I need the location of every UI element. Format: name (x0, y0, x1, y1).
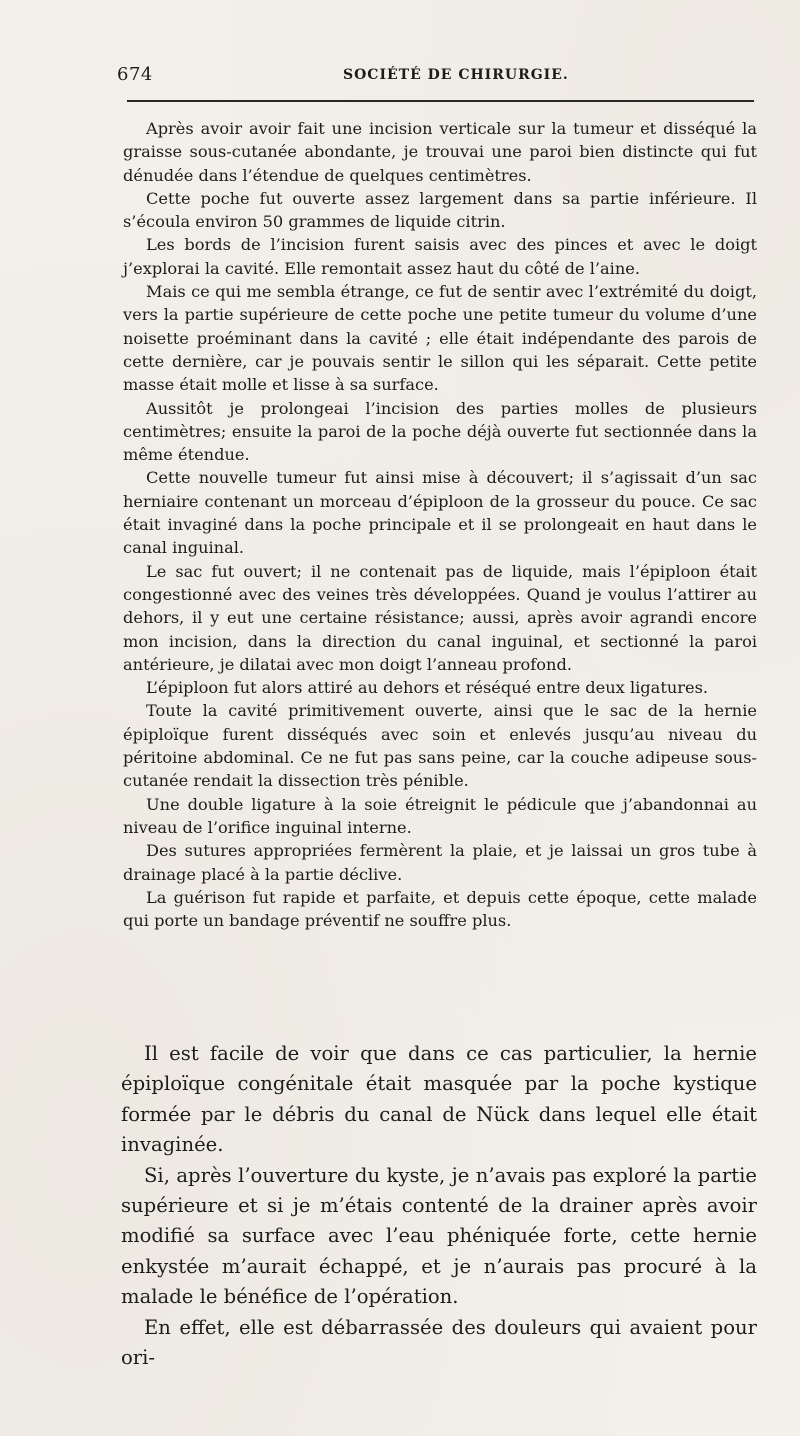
paragraph: Le sac fut ouvert; il ne contenait pas de liquide, mais l’épiploon était congestionné avec des veines très développées. Quand je voulus l’attirer au dehors, il y eut une certaine résistance; aussi, après avoir agrandi encore mon incision, dans la direction du canal inguinal, et sectionné la paroi antérieure, je dilatai avec mon doigt l’anneau profond. (123, 561, 757, 674)
page-header (117, 64, 757, 92)
paragraph: Les bords de l’incision furent saisis avec des pinces et avec le doigt j’explorai la cavité. Elle remontait assez haut du côté de l’aine. (123, 235, 757, 278)
paragraph: Il est facile de voir que dans ce cas particulier, la hernie épiploïque congénitale était masquée par la poche kystique formée par le débris du canal de Nück dans lequel elle était invaginée. (121, 1042, 757, 1157)
paragraph: Si, après l’ouverture du kyste, je n’avais pas exploré la partie supérieure et si je m’étais contenté de la drainer après avoir modifié sa surface avec l’eau phéniquée forte, cette hernie enkystée m’aurait échappé, et je n’aurais pas procuré à la malade le bénéfice de l’opération. (121, 1163, 757, 1309)
running-head: SOCIÉTÉ DE CHIRURGIE. (343, 67, 569, 83)
paragraph: L’épiploon fut alors attiré au dehors et réséqué entre deux ligatures. (146, 678, 709, 698)
discussion-section (121, 1039, 757, 1373)
paragraph: Après avoir avoir fait une incision verticale sur la tumeur et disséqué la graisse sous-cutanée abondante, je trouvai une paroi bien distincte qui fut dénudée dans l’étendue de quelques centimètres. (123, 119, 757, 185)
case-report-section (123, 117, 757, 932)
paragraph: Toute la cavité primitivement ouverte, ainsi que le sac de la hernie épiploïque furent disséqués avec soin et enlevés jusqu’au niveau du péritoine abdominal. Ce ne fut pas sans peine, car la couche adipeuse sous-cutanée rendait la dissection très pénible. (123, 701, 757, 791)
paragraph: Des sutures appropriées fermèrent la plaie, et je laissai un gros tube à drainage placé à la partie déclive. (123, 841, 757, 884)
paragraph: Aussitôt je prolongeai l’incision des parties molles de plusieurs centimètres; ensuite la paroi de la poche déjà ouverte fut sectionnée dans la même étendue. (123, 398, 757, 465)
header-rule (127, 100, 754, 102)
page-number: 674 (117, 64, 153, 85)
paragraph: Cette nouvelle tumeur fut ainsi mise à découvert; il s’agissait d’un sac herniaire contenant un morceau d’épiploon de la grosseur du pouce. Ce sac était invaginé dans la poche principale et il se prolongeait en haut dans le canal inguinal. (123, 468, 757, 558)
paragraph: Une double ligature à la soie étreignit le pédicule que j’abandonnai au niveau de l’orifice inguinal interne. (123, 794, 757, 837)
paragraph: En effet, elle est débarrassée des douleurs qui avaient pour ori- (121, 1315, 757, 1370)
paragraph: Mais ce qui me sembla étrange, ce fut de sentir avec l’extrémité du doigt, vers la partie supérieure de cette poche une petite tumeur du volume d’une noisette proéminant dans la cavité ; elle était indépendante des parois de cette dernière, car je pouvais sentir le sillon qui les séparait. Cette petite masse était molle et lisse à sa surface. (123, 282, 757, 395)
paragraph: La guérison fut rapide et parfaite, et depuis cette époque, cette malade qui porte un bandage préventif ne souffre plus. (123, 887, 757, 931)
paragraph: Cette poche fut ouverte assez largement dans sa partie inférieure. Il s’écoula environ 50 grammes de liquide citrin. (123, 188, 757, 232)
